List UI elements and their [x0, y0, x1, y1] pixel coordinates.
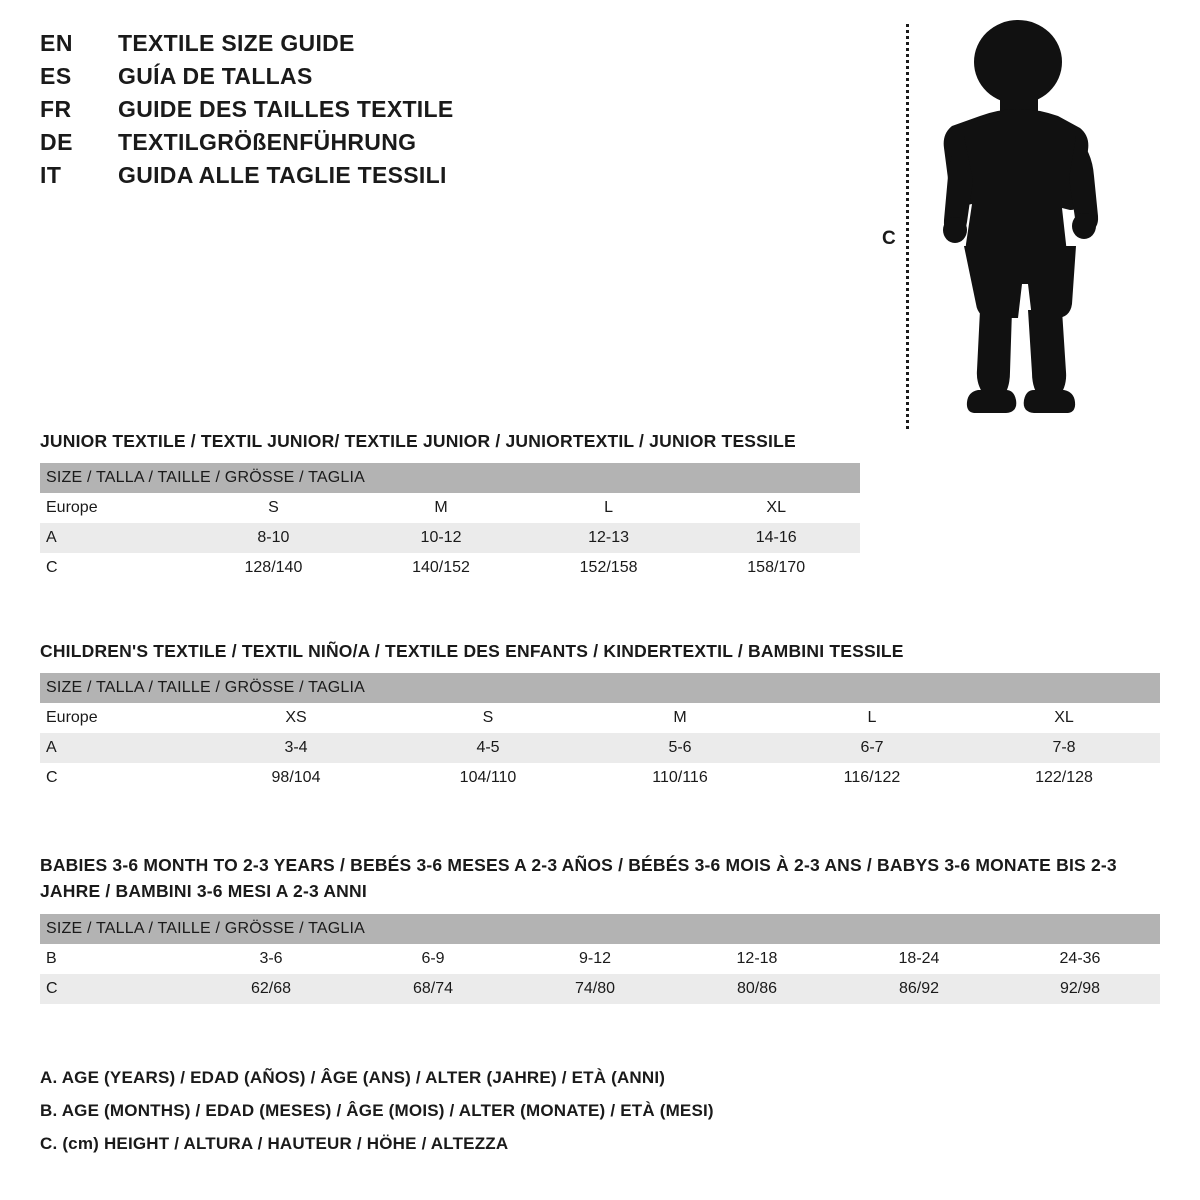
size-header-label: SIZE / TALLA / TAILLE / GRÖSSE / TAGLIA — [40, 914, 1160, 944]
language-code: EN — [40, 30, 73, 56]
language-row — [40, 63, 660, 90]
table-cell: 12-13 — [525, 523, 693, 553]
table-cell: 74/80 — [514, 974, 676, 1004]
language-code: ES — [40, 63, 72, 89]
row-label: Europe — [40, 703, 200, 733]
row-label: Europe — [40, 493, 190, 523]
height-dotted-line — [906, 24, 909, 429]
table-cell: 6-7 — [776, 733, 968, 763]
table-cell: 9-12 — [514, 944, 676, 974]
language-code: FR — [40, 96, 72, 122]
table-cell: 6-9 — [352, 944, 514, 974]
table-cell: 24-36 — [1000, 944, 1160, 974]
language-title: GUIDA ALLE TAGLIE TESSILI — [118, 162, 447, 188]
table-header-row — [40, 914, 1160, 944]
table-cell: 122/128 — [968, 763, 1160, 793]
table-cell: 158/170 — [692, 553, 860, 583]
table-cell: XL — [968, 703, 1160, 733]
size-header-label: SIZE / TALLA / TAILLE / GRÖSSE / TAGLIA — [40, 673, 1160, 703]
section-title: JUNIOR TEXTILE / TEXTIL JUNIOR/ TEXTILE JUNIOR / JUNIORTEXTIL / JUNIOR TESSILE — [40, 431, 796, 451]
language-code: IT — [40, 162, 62, 188]
table-cell: XS — [200, 703, 392, 733]
size-table-junior — [40, 463, 860, 583]
table-cell: M — [584, 703, 776, 733]
legend-line-b: B. AGE (MONTHS) / EDAD (MESES) / ÂGE (MOIS) / ALTER (MONATE) / ETÀ (MESI) — [40, 1101, 714, 1120]
row-label: C — [40, 763, 200, 793]
row-label: A — [40, 733, 200, 763]
section-babies-textile — [40, 852, 1160, 1004]
table-cell: L — [525, 493, 693, 523]
table-cell: XL — [692, 493, 860, 523]
language-row — [40, 162, 660, 189]
language-row — [40, 96, 660, 123]
table-row — [40, 944, 1160, 974]
language-title: GUÍA DE TALLAS — [118, 63, 313, 89]
section-childrens-textile — [40, 638, 1160, 793]
measure-label-c: C — [882, 228, 896, 249]
table-cell: 116/122 — [776, 763, 968, 793]
language-row — [40, 129, 660, 156]
table-cell: 140/152 — [357, 553, 525, 583]
table-cell: 7-8 — [968, 733, 1160, 763]
table-row — [40, 493, 860, 523]
language-title: TEXTILE SIZE GUIDE — [118, 30, 355, 56]
size-table-babies — [40, 914, 1160, 1004]
table-cell: 152/158 — [525, 553, 693, 583]
language-title-block — [40, 30, 660, 195]
table-cell: M — [357, 493, 525, 523]
table-cell: 110/116 — [584, 763, 776, 793]
table-cell: 92/98 — [1000, 974, 1160, 1004]
row-label: B — [40, 944, 190, 974]
table-cell: 62/68 — [190, 974, 352, 1004]
height-measure-figure — [882, 10, 1142, 430]
table-cell: 68/74 — [352, 974, 514, 1004]
table-cell: 4-5 — [392, 733, 584, 763]
size-table-children — [40, 673, 1160, 793]
language-title: GUIDE DES TAILLES TEXTILE — [118, 96, 454, 122]
table-cell: 86/92 — [838, 974, 1000, 1004]
table-cell: 14-16 — [692, 523, 860, 553]
table-cell: 3-4 — [200, 733, 392, 763]
child-silhouette-icon — [924, 18, 1124, 428]
table-cell: 80/86 — [676, 974, 838, 1004]
table-cell: 18-24 — [838, 944, 1000, 974]
legend-line-c: C. (cm) HEIGHT / ALTURA / HAUTEUR / HÖHE / ALTEZZA — [40, 1134, 509, 1153]
table-cell: 12-18 — [676, 944, 838, 974]
table-row — [40, 974, 1160, 1004]
row-label: C — [40, 553, 190, 583]
table-cell: 128/140 — [190, 553, 358, 583]
size-header-label: SIZE / TALLA / TAILLE / GRÖSSE / TAGLIA — [40, 463, 860, 493]
table-cell: 3-6 — [190, 944, 352, 974]
table-row — [40, 763, 1160, 793]
table-cell: S — [392, 703, 584, 733]
section-junior-textile — [40, 428, 1160, 583]
table-header-row — [40, 673, 1160, 703]
legend-line-a: A. AGE (YEARS) / EDAD (AÑOS) / ÂGE (ANS) / ALTER (JAHRE) / ETÀ (ANNI) — [40, 1068, 666, 1087]
row-label: C — [40, 974, 190, 1004]
language-code: DE — [40, 129, 73, 155]
table-cell: 8-10 — [190, 523, 358, 553]
table-row — [40, 523, 860, 553]
legend-block — [40, 1068, 1160, 1167]
language-row — [40, 30, 660, 57]
table-row — [40, 733, 1160, 763]
table-cell: L — [776, 703, 968, 733]
table-row — [40, 553, 860, 583]
table-row — [40, 703, 1160, 733]
table-cell: S — [190, 493, 358, 523]
section-title: BABIES 3-6 MONTH TO 2-3 YEARS / BEBÉS 3-6 MESES A 2-3 AÑOS / BÉBÉS 3-6 MOIS À 2-3 ANS / BABYS 3-6 MONATE BIS 2-3 JAHRE / BAMBINI 3-6 MESI A 2-3 ANNI — [40, 855, 1117, 902]
table-cell: 104/110 — [392, 763, 584, 793]
table-header-row — [40, 463, 860, 493]
row-label: A — [40, 523, 190, 553]
language-title: TEXTILGRÖßENFÜHRUNG — [118, 129, 417, 155]
table-cell: 98/104 — [200, 763, 392, 793]
table-cell: 10-12 — [357, 523, 525, 553]
table-cell: 5-6 — [584, 733, 776, 763]
section-title: CHILDREN'S TEXTILE / TEXTIL NIÑO/A / TEXTILE DES ENFANTS / KINDERTEXTIL / BAMBINI TESSILE — [40, 641, 904, 661]
